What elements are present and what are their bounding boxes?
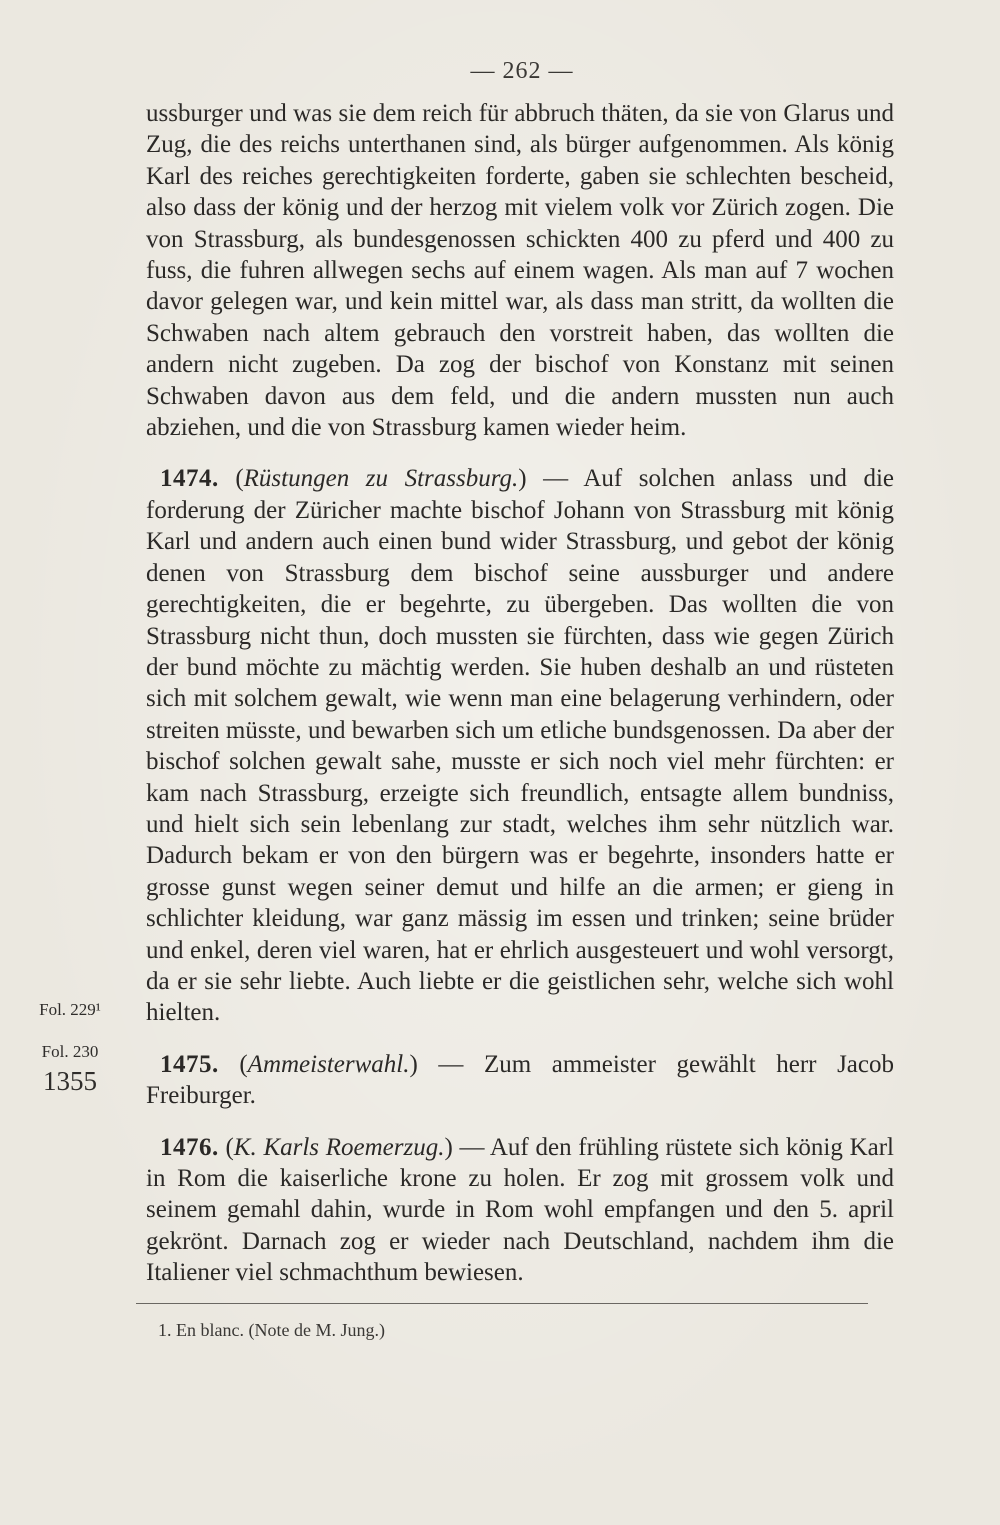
entry-text: Zum ammeister gewählt herr Jacob Freiburger. xyxy=(146,1050,894,1110)
entry-1474: 1474. (Rüstungen zu Strassburg.) — Auf solchen anlass und die forderung der Züricher machte bischof Johann von Strassburg mit könig Karl und andern auch einen bund wider Strassburg, und gebot der könig denen von Strassburg dem bischof seine aussburger und andere gerechtigkeiten, die er begehrte, zu übergeben. Das wollten die von Strassburg nicht thun, doch mussten sie fürchten, dass wie gegen Zürich der bund möchte zu mächtig werden. Sie huben deshalb an und rüsteten sich mit solchem gewalt, wie wenn man eine belagerung verhindern, oder streiten müsste, und bewarben sich um etliche bundsgenossen. Da aber der bischof solchen gewalt sahe, musste er sich noch viel mehr fürchten: er kam nach Strassburg, erzeigte sich freundlich, entsagte allem bundniss, und hielt sich sein lebenlang zur stadt, welches ihm sehr nützlich war. Dadurch bekam er von den bürgern was er begehrte, insonders hatte er grosse gunst wegen seiner demut und hilfe an die armen; er gieng in schlichter kleidung, war ganz mässig im essen und trinken; seine brüder und enkel, deren viel waren, hat er ehrlich ausgesteuert und wohl versorgt, da er sie sehr liebte. Auch liebte er die geistlichen sehr, welche sich wohl hielten. xyxy=(146,465,895,1027)
margin-note-fol-230: Fol. 230 xyxy=(41,1042,99,1061)
footnote-divider xyxy=(136,1303,868,1304)
entry-dash: — xyxy=(543,465,569,493)
entry-number: 1476. xyxy=(160,1133,219,1161)
entry-dash: — xyxy=(459,1133,485,1161)
entry-title: Rüstungen zu Strassburg. xyxy=(243,465,519,493)
entry-number: 1474. xyxy=(160,465,219,493)
paragraph-continuation xyxy=(146,98,894,443)
entry-number: 1475. xyxy=(160,1050,219,1078)
entry-dash: — xyxy=(438,1050,464,1078)
paragraph-text: ussburger und was sie dem reich für abbruch thäten, da sie von Glarus und Zug, die des reichs unterthanen sind, als bürger aufgenommen. Als könig Karl des reiches gerechtigkeiten forderte, gaben sie schlechten bescheid, also dass der könig und der herzog mit vielem volk vor Zürich zogen. Die von Strassburg, als bundesgenossen schickten 400 zu pferd und 400 zu fuss, die fuhren allwegen sechs auf einem wagen. Als man auf 7 wochen davor gelegen war, und kein mittel war, als dass man stritt, da wollten die Schwaben nach altem gebrauch den vorstreit haben, das wollten die andern nicht zugeben. Da zog der bischof von Konstanz mit seinen Schwaben davon aus dem feld, und die andern mussten nun auch abziehen, und die von Strassburg kamen wieder heim. xyxy=(146,100,894,442)
entry-title: Ammeisterwahl. xyxy=(247,1050,410,1078)
body-text xyxy=(146,98,894,1289)
entry-text: Auf den frühling rüstete sich könig Karl in Rom die kaiserliche krone zu holen. Er zog mit grossem volk und seinem gemahl dahin, wurde in Rom wohl empfangen und den 5. april gekrönt. Darnach zog er wieder nach Deutschland, nachdem ihm die Italiener viel schmachthum bewiesen. xyxy=(146,1133,894,1287)
page-number: — 262 — xyxy=(470,58,574,84)
entry-text: Auf solchen anlass und die forderung der Züricher machte bischof Johann von Strassburg mit könig Karl und andern auch einen bund wider Strassburg, und gebot der könig denen von Strassburg dem bischof seine aussburger und andere gerechtigkeiten, die er begehrte, zu übergeben. Das wollten die von Strassburg nicht thun, doch mussten sie fürchten, dass wie gegen Zürich der bund möchte zu mächtig werden. Sie huben deshalb an und rüsteten sich mit solchem gewalt, wie wenn man eine belagerung verhindern, oder streiten müsste, und bewarben sich um etliche bundsgenossen. Da aber der bischof solchen gewalt sahe, musste er sich noch viel mehr fürchten: er kam nach Strassburg, erzeigte sich freundlich, entsagte allem bundniss, und hielt sich sein lebenlang zur stadt, welches ihm sehr nützlich war. Dadurch bekam er von den bürgern was er begehrte, insonders hatte er grosse gunst wegen seiner demut und hilfe an die armen; er gieng in schlichter kleidung, war ganz mässig im essen und trinken; seine brüder und enkel, deren viel waren, hat er ehrlich ausgesteuert und wohl versorgt, da er sie sehr liebte. Auch liebte er die geistlichen sehr, welche sich wohl hielten. xyxy=(146,465,895,1027)
margin-note-fol-229: Fol. 229¹ xyxy=(39,1000,101,1019)
margin-note-year: 1355 xyxy=(43,1066,97,1096)
entry-1476: 1476. (K. Karls Roemerzug.) — Auf den frühling rüstete sich könig Karl in Rom die kaiserliche krone zu holen. Er zog mit grossem volk und seinem gemahl dahin, wurde in Rom wohl empfangen und den 5. april gekrönt. Darnach zog er wieder nach Deutschland, nachdem ihm die Italiener viel schmachthum bewiesen. xyxy=(146,1133,894,1287)
entry-1475: 1475. (Ammeisterwahl.) — Zum ammeister gewählt herr Jacob Freiburger. xyxy=(146,1050,894,1110)
entry-title: K. Karls Roemerzug. xyxy=(233,1133,445,1161)
footnote: 1. En blanc. (Note de M. Jung.) xyxy=(158,1320,385,1340)
